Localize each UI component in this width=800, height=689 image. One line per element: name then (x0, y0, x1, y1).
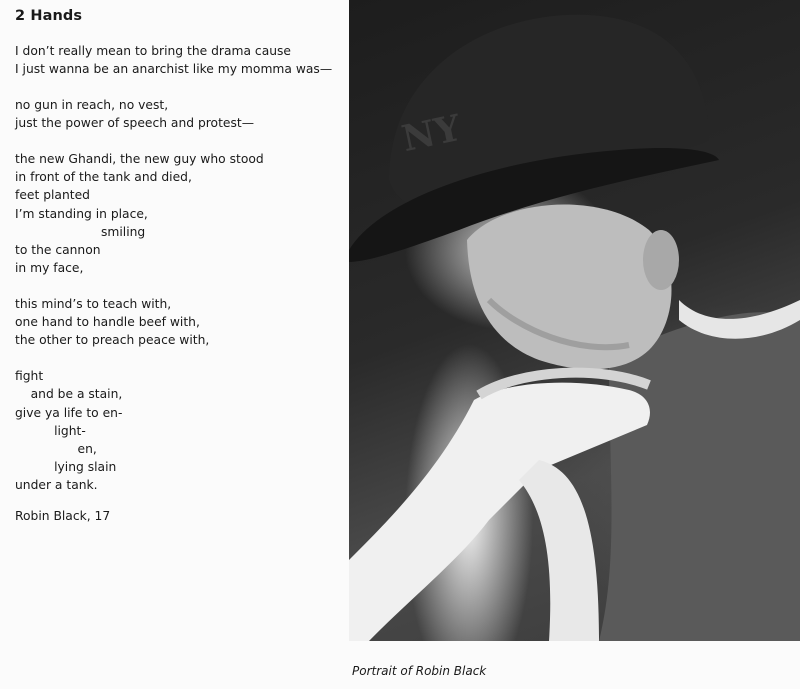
stanza (15, 295, 335, 350)
poem-line: no gun in reach, no vest, (15, 98, 169, 112)
poem-line: I just wanna be an anarchist like my momma was— (15, 62, 333, 77)
portrait-photo (349, 0, 800, 641)
poem-line: just the power of speech and protest— (15, 116, 254, 131)
poem-line: in my face, (15, 261, 84, 276)
stanza (15, 150, 335, 277)
stanza (15, 367, 335, 494)
poem-line: the new Ghandi, the new guy who stood (15, 152, 264, 166)
poem-line: I don’t really mean to bring the drama cause (15, 44, 291, 58)
poem-line: and be a stain, (15, 387, 123, 402)
stanza (15, 96, 335, 132)
poem-line: light- (15, 423, 86, 438)
cap-logo: NY (398, 106, 465, 161)
stanza (15, 42, 335, 78)
poem-author: Robin Black, 17 (15, 508, 111, 523)
poem-line: in front of the tank and died, (15, 170, 192, 185)
poem-line: give ya life to en- (15, 405, 123, 420)
poem-line: feet planted (15, 188, 90, 203)
poem-line: this mind’s to teach with, (15, 297, 172, 312)
poem-line: en, (15, 442, 97, 457)
poem-line: one hand to handle beef with, (15, 315, 200, 330)
poem-line: under a tank. (15, 478, 98, 493)
poem-title: 2 Hands (15, 8, 83, 24)
poem-line: fight (15, 369, 44, 384)
photo-caption: Portrait of Robin Black (352, 664, 487, 678)
poem-line: the other to preach peace with, (15, 333, 210, 348)
poem-line: I’m standing in place, (15, 206, 148, 221)
poem-line: lying slain (15, 460, 117, 475)
poem-body (15, 42, 335, 525)
poem-line: to the cannon (15, 243, 101, 258)
poem-line: smiling (15, 224, 146, 239)
